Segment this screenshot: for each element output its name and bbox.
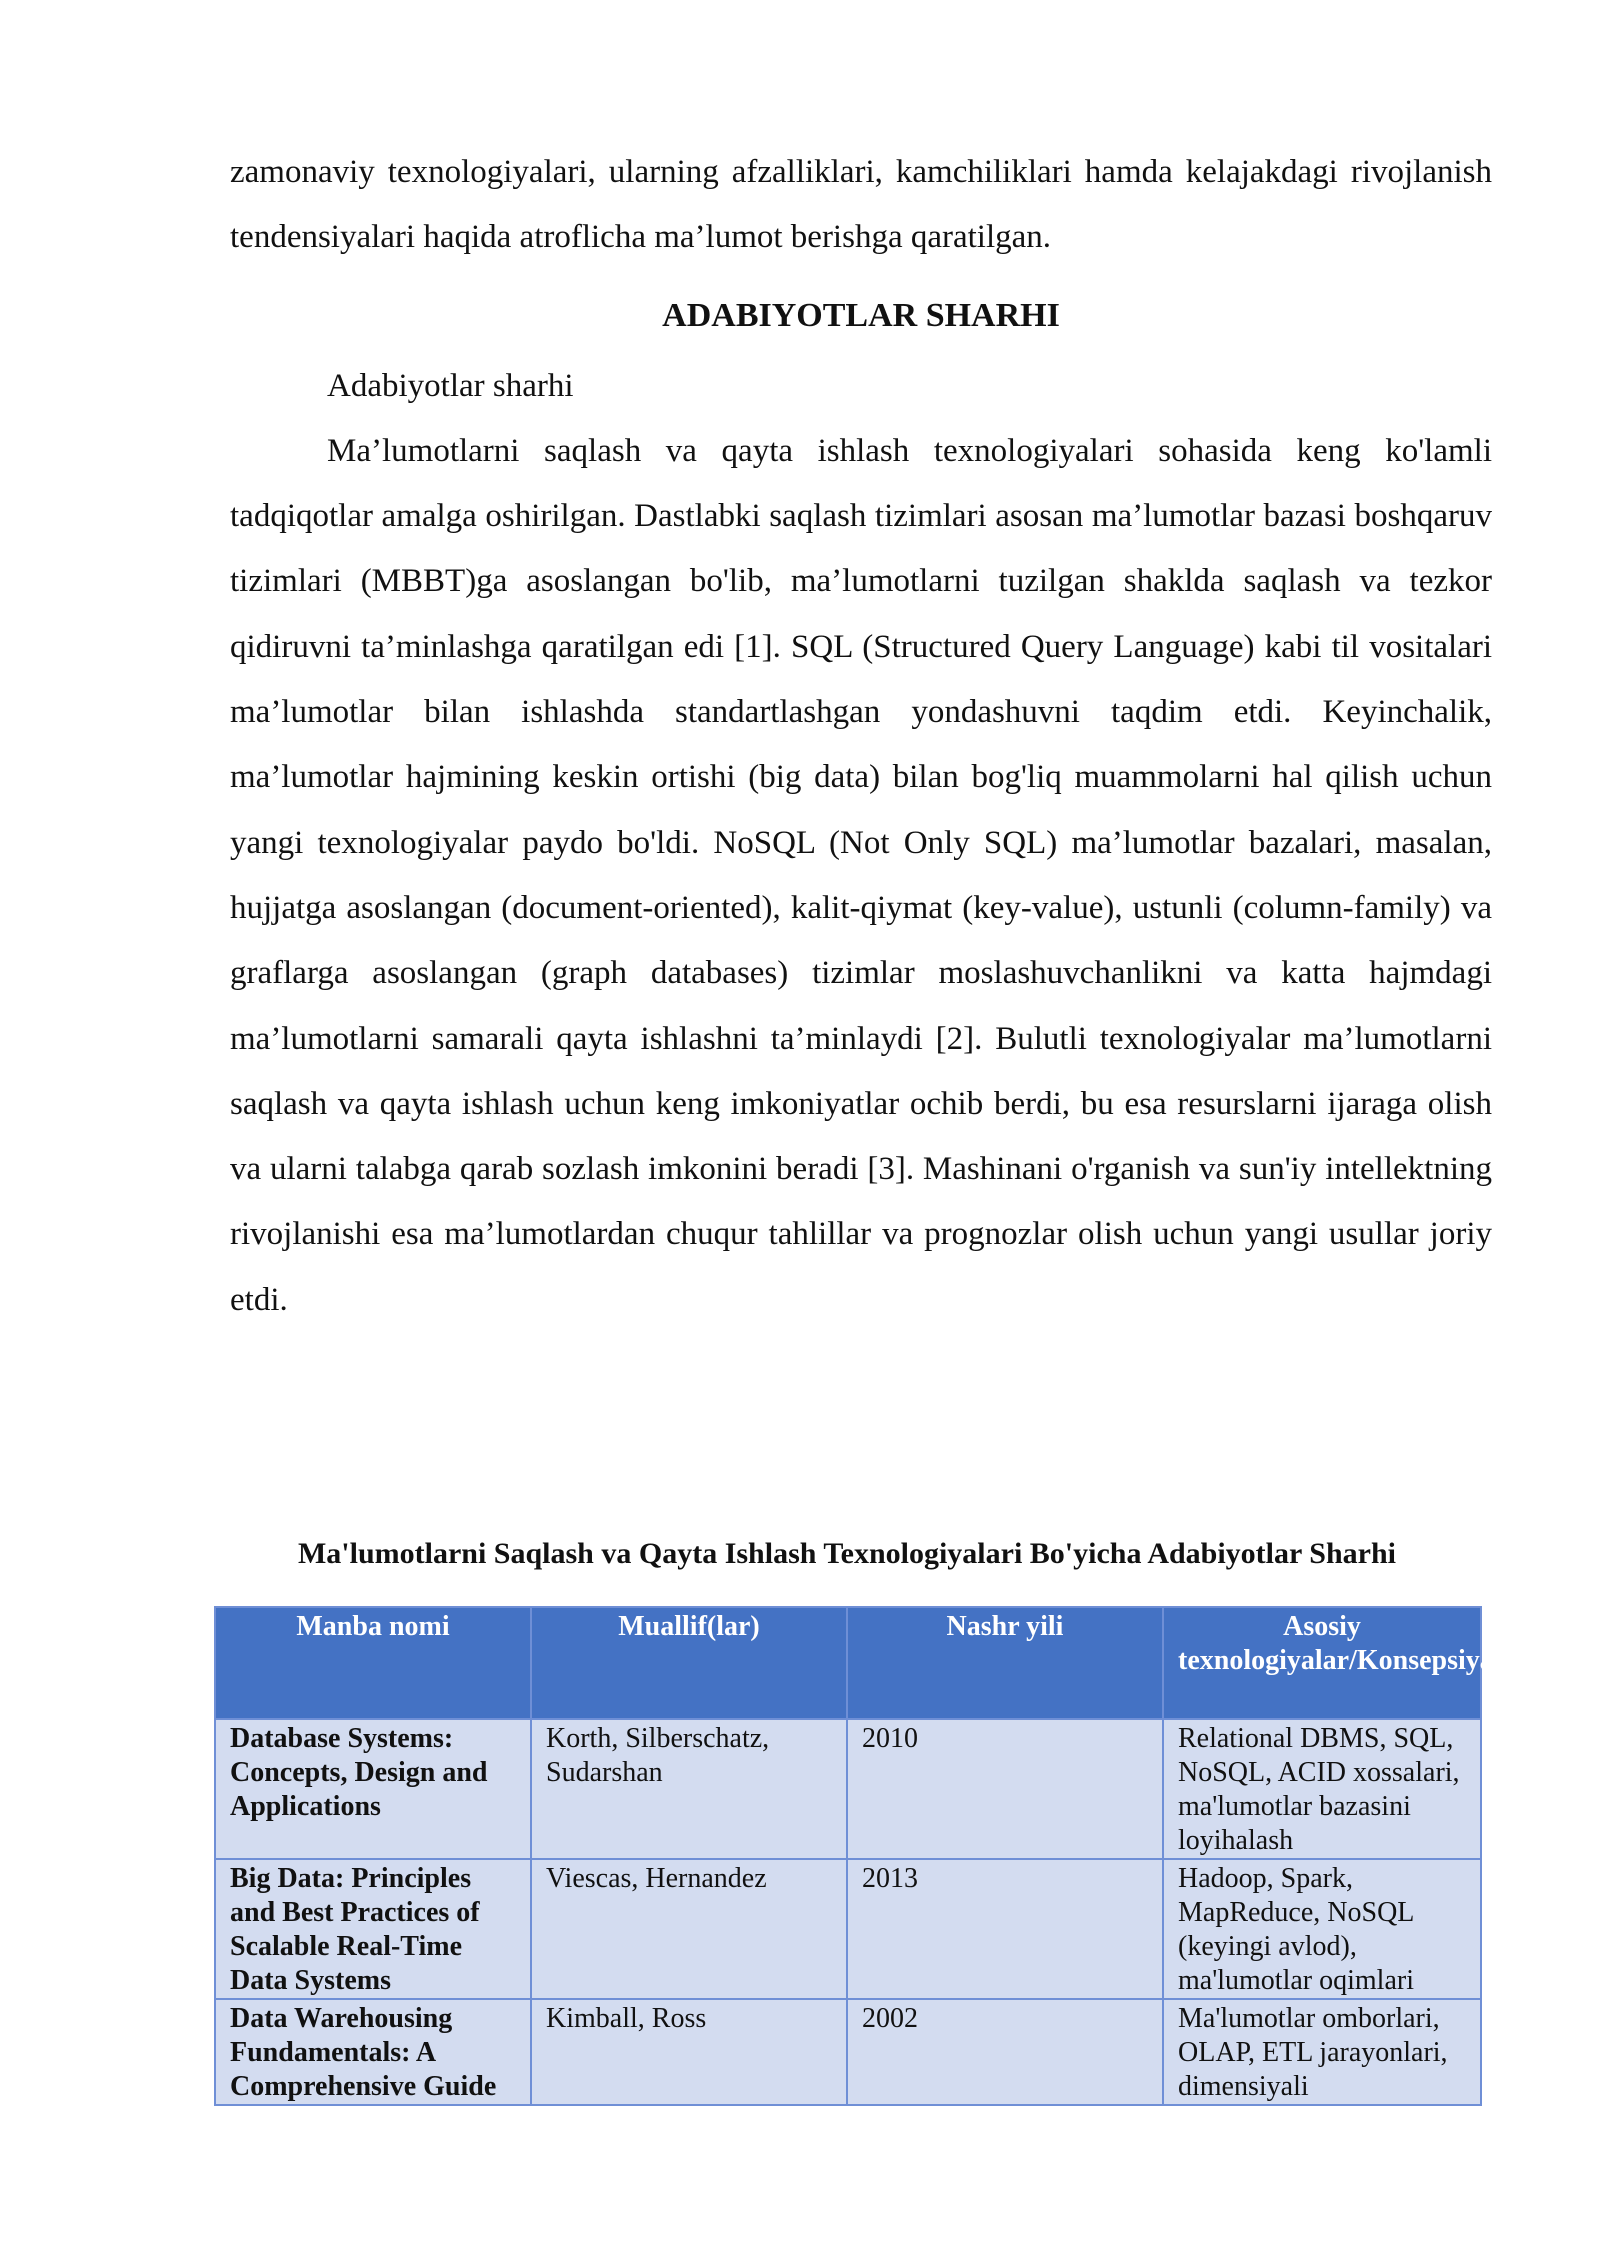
header-authors: Muallif(lar) — [531, 1607, 847, 1719]
cell-authors: Viescas, Hernandez — [531, 1859, 847, 1999]
body-paragraph: Ma’lumotlarni saqlash va qayta ishlash texnologiyalari sohasida keng ko'lamli tadqiqotlar amalga oshirilgan. Dastlabki saqlash tizimlari asosan ma’lumotlar bazasi boshqaruv tizimlari (MBBT)ga asoslangan bo'lib, ma’lumotlarni tuzilgan shaklda saqlash va tezkor qidiruvni ta’minlashga qaratilgan edi [1]. SQL (Structured Query Language) kabi til vositalari ma’lumotlar bilan ishlashda standartlashgan yondashuvni taqdim etdi. Keyinchalik, ma’lumotlar hajmining keskin ortishi (big data) bilan bog'liq muammolarni hal qilish uchun yangi texnologiyalar paydo bo'ldi. NoSQL (Not Only SQL) ma’lumotlar bazalari, masalan, hujjatga asoslangan (document-oriented), kalit-qiymat (key-value), ustunli (column-family) va graflarga asoslangan (graph databases) tizimlar moslashuvchanlikni va katta hajmdagi ma’lumotlarni samarali qayta ishlashni ta’minlaydi [2]. Bulutli texnologiyalar ma’lumotlarni saqlash va qayta ishlash uchun keng imkoniyatlar ochib berdi, bu esa resurslarni ijaraga olish va ularni talabga qarab sozlash imkonini beradi [3]. Mashinani o'rganish va sun'iy intellektning rivojlanishi esa ma’lumotlardan chuqur tahlillar va prognozlar olish uchun yangi usullar joriy etdi. — [230, 432, 1492, 1318]
cell-year: 2002 — [847, 1999, 1163, 2105]
table-row — [215, 1859, 1481, 1999]
cell-year: 2010 — [847, 1719, 1163, 1859]
table-header-row — [215, 1607, 1481, 1719]
cell-authors: Kimball, Ross — [531, 1999, 847, 2105]
cell-source: Big Data: Principles and Best Practices of Scalable Real-Time Data Systems — [215, 1859, 531, 1999]
section-heading: ADABIYOTLAR SHARHI — [662, 296, 1060, 334]
cell-year: 2013 — [847, 1859, 1163, 1999]
cell-source: Data Warehousing Fundamentals: A Comprehensive Guide — [215, 1999, 531, 2105]
table-row — [215, 1999, 1481, 2105]
table-caption: Ma'lumotlarni Saqlash va Qayta Ishlash Texnologiyalari Bo'yicha Adabiyotlar Sharhi — [297, 1537, 1396, 1570]
cell-concepts: Hadoop, Spark, MapReduce, NoSQL (keyingi avlod), ma'lumotlar oqimlari — [1163, 1859, 1481, 1999]
subheading: Adabiyotlar sharhi — [327, 367, 574, 404]
cell-concepts: Relational DBMS, SQL, NoSQL, ACID xossalari, ma'lumotlar bazasini loyihalash — [1163, 1719, 1481, 1859]
header-year: Nashr yili — [847, 1607, 1163, 1719]
cell-source: Database Systems: Concepts, Design and Applications — [215, 1719, 531, 1859]
header-concepts: Asosiy texnologiyalar/Konsepsiyalar — [1163, 1607, 1481, 1719]
literature-table — [214, 1606, 1528, 2106]
cell-authors: Korth, Silberschatz, Sudarshan — [531, 1719, 847, 1859]
cell-concepts: Ma'lumotlar omborlari, OLAP, ETL jarayonlari, dimensiyali — [1163, 1999, 1481, 2105]
document-page — [230, 140, 1492, 1333]
header-source: Manba nomi — [215, 1607, 531, 1719]
intro-paragraph: zamonaviy texnologiyalari, ularning afzalliklari, kamchiliklari hamda kelajakdagi rivojlanish tendensiyalari haqida atroflicha ma’lumot berishga qaratilgan. — [230, 154, 1492, 256]
table-row — [215, 1719, 1481, 1859]
